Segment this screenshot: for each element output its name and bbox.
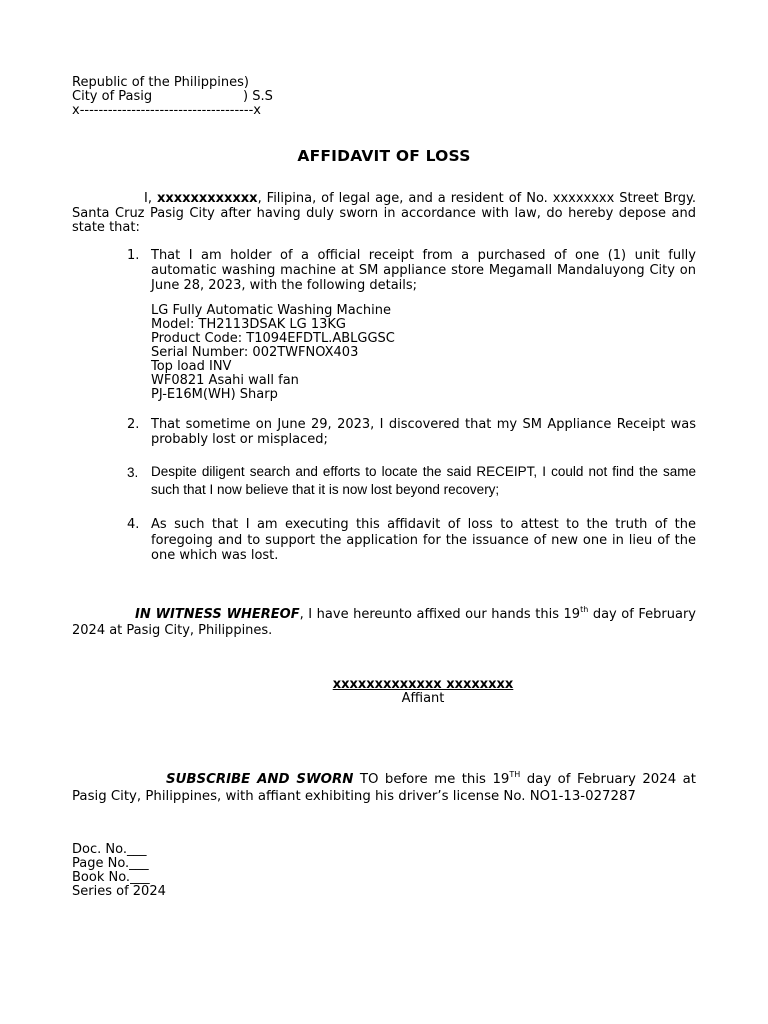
jurat-text-end: day of February 2024 at Pasig City, Philippines, with affiant exhibiting his driver’s license No. NO1-13-027287 — [72, 772, 696, 804]
item-details-list — [151, 304, 395, 402]
detail-line: Model: TH2113DSAK LG 13KG — [151, 317, 346, 332]
item-text: As such that I am executing this affidavit of loss to attest to the truth of the foregoing and to support the application for the issuance of new one in lieu of the one which was lost. — [151, 517, 696, 563]
doc-number: Doc. No.___ — [72, 842, 147, 857]
detail-line: Top load INV — [151, 359, 232, 374]
jurat-text: TO before me this 19 — [353, 772, 510, 787]
witness-text-end: day of February 2024 at Pasig City, Philippines. — [72, 607, 696, 638]
item-text: That I am holder of a official receipt from a purchased of one (1) unit fully automatic washing machine at SM appliance store Megamall Mandaluyong City on June 28, 2023, with the following details; — [151, 248, 696, 293]
affiant-signature-name — [0, 678, 768, 692]
item-number: 2. — [127, 417, 140, 432]
witness-paragraph — [72, 604, 696, 638]
page-number: Page No.___ — [72, 856, 149, 871]
detail-line: WF0821 Asahi wall fan — [151, 373, 299, 388]
venue-city: City of Pasig ) S.S — [72, 89, 273, 104]
item-number: 3. — [127, 465, 139, 480]
jurat-sup: TH — [509, 769, 521, 779]
venue-separator: x-------------------------------------x — [72, 103, 261, 118]
book-number: Book No.___ — [72, 870, 150, 885]
detail-line: LG Fully Automatic Washing Machine — [151, 303, 391, 318]
jurat-lead: SUBSCRIBE AND SWORN — [166, 772, 354, 787]
series-year: Series of 2024 — [72, 884, 166, 899]
affiant-name: xxxxxxxxxxxxx xxxxxxxx — [332, 677, 514, 692]
intro-text: , Filipina, of legal age, and a resident of No. xxxxxxxx Street Brgy. Santa Cruz Pasig City after having duly sworn in accordance with law, do hereby depose and state that: — [72, 191, 696, 235]
item-number: 1. — [127, 248, 140, 263]
document-title: AFFIDAVIT OF LOSS — [297, 147, 471, 165]
intro-prefix: I, — [144, 191, 157, 206]
item-text: That sometime on June 29, 2023, I discovered that my SM Appliance Receipt was probably lost or misplaced; — [151, 417, 696, 447]
detail-line: Serial Number: 002TWFNOX403 — [151, 345, 359, 360]
witness-sup: th — [580, 604, 589, 614]
item-text: Despite diligent search and efforts to locate the said RECEIPT, I could not find the same such that I now believe that it is now lost beyond recovery; — [151, 464, 696, 497]
venue-country: Republic of the Philippines) — [72, 75, 249, 90]
intro-paragraph — [72, 192, 696, 236]
item-number: 4. — [127, 517, 140, 532]
witness-lead: IN WITNESS WHEREOF — [135, 607, 300, 622]
affiant-label: Affiant — [401, 691, 445, 706]
witness-text: , I have hereunto affixed our hands this 19 — [299, 607, 581, 622]
jurat-paragraph — [72, 771, 696, 805]
affiant-name-inline: xxxxxxxxxxxx — [156, 191, 258, 206]
detail-line: Product Code: T1094EFDTL.ABLGGSC — [151, 331, 395, 346]
detail-line: PJ-E16M(WH) Sharp — [151, 387, 278, 402]
